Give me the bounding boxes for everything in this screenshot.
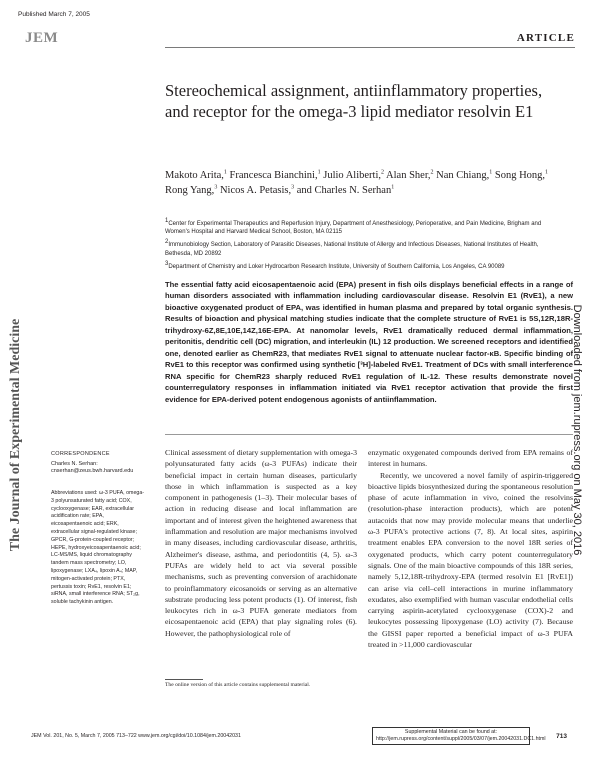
author-affiliation-mark: 1 [489, 169, 493, 175]
author-name [165, 185, 217, 196]
abstract: The essential fatty acid eicosapentaenoic acid (EPA) present in fish oils displays beneficial effects in a range of human disorders associated with inflammation including cardiovascular disease. Resolvin E1 (RvE1), a new bioactive oxygenated product of EPA, was identified in human plasma and prepared by total organic synthesis. Results of bioaction and physical matching studies indicate that the complete structure of RvE1 is 5S,12R,18R-trihydroxy-6Z,8E,10E,14Z,16E-EPA. At nanomolar levels, RvE1 dramatically reduced dermal inflammation, peritonitis, dendritic cell (DC) migration, and interleukin (IL) 12 production. We screened receptors and identified one, denoted earlier as ChemR23, that mediates RvE1 signal to attenuate nuclear factor-κB. Specific binding of RvE1 to this receptor was confirmed using synthetic [³H]-labeled RvE1. Treatment of DCs with small interference RNA specific for ChemR23 sharply reduced RvE1 regulation of IL-12. These results demonstrate novel counterregulatory responses in inflammation initiated via RvE1 receptor activation that provide the first evidence for EPA-derived potent endogenous agonists of antiinflammation. [165, 280, 573, 404]
author-list [165, 166, 555, 197]
author-affiliation-mark: 1 [317, 169, 321, 175]
affiliation-list [165, 217, 565, 273]
correspondence-block [51, 453, 146, 475]
body-column-right [368, 447, 573, 650]
affiliation-item [165, 217, 565, 236]
affiliation-text: Department of Chemistry and Loker Hydrocarbon Research Institute, University of Southern California, Los Angeles, CA 90089 [168, 263, 505, 270]
affiliation-item [165, 260, 565, 271]
supplemental-label: Supplemental Material can be found at: [404, 729, 498, 735]
author-name-text: Alan Sher, [386, 169, 431, 181]
author-name [495, 170, 548, 181]
footnote-divider [165, 679, 203, 680]
author-name-text: Makoto Arita, [165, 169, 224, 181]
footer-citation: JEM Vol. 201, No. 5, March 7, 2005 713–722 www.jem.org/cgi/doi/10.1084/jem.20042031 [31, 733, 241, 739]
author-name [436, 170, 492, 181]
author-affiliation-mark: 3 [291, 184, 295, 191]
author-affiliation-mark: 1 [545, 169, 549, 175]
published-date: Published March 7, 2005 [18, 11, 90, 18]
body-paragraph: Recently, we uncovered a novel family of aspirin-triggered bioactive lipids biosynthesized during the spontaneous resolution phase of acute inflammation in vivo, coined the resolvins (resolution-phase interaction products), which are potent autacoids that now may provide molecular means that underlie ω-3 PUFA's protective actions (7, 8). At local sites, aspirin treatment enables EPA conversion to the novel 18R series of oxygenated products, which carry potent counterregulatory signals. One of the main bioactive compounds of this 18R series, namely 5,12,18R-trihydroxy-EPA (termed resolvin E1 [RvE1]) can arise via cell–cell interactions in murine inflammatory exudates, also exemplified with human vascular endothelial cells carrying aspirin-acetylated cyclooxygenase (COX)-2 and leukocytes possessing lipoxygenase (LO) activity (7). Because the GISSI paper reported a beneficial impact of ω-3 PUFA treated in >11,000 cardiovascular [368, 470, 573, 650]
abstract-divider [165, 434, 573, 435]
author-name [386, 170, 434, 181]
supplemental-material-box[interactable] [372, 727, 546, 745]
body-column-left [165, 447, 357, 639]
author-name [323, 170, 384, 181]
author-name [297, 185, 394, 196]
author-affiliation-mark: 2 [430, 169, 434, 175]
author-name-text: Julio Aliberti, [323, 169, 381, 181]
article-title: Stereochemical assignment, antiinflammatory properties, and receptor for the omega-3 lipid mediator resolvin E1 [165, 81, 543, 121]
author-name [165, 170, 227, 181]
author-name-text: Song Hong, [494, 169, 546, 181]
author-name-text: and Charles N. Serhan [296, 185, 392, 196]
side-journal-name: The Journal of Experimental Medicine [8, 318, 23, 552]
abbreviations-note: Abbreviations used: ω-3 PUFA, omega-3 polyunsaturated fatty acid; COX, cyclooxygenase; EAR, extracellular acidification rate; EPA, eicosapentaenoic acid; ERK, extracellular signal-regulated kinase; GPCR, G-protein-coupled receptor; HEPE, hydroxyeicosapentaenoic acid; LC-MS/MS, liquid chromatography tandem mass spectrometry; LO, lipoxygenase; LXA₄, lipoxin A₄; MAP, mitogen-activated protein; PTX, pertussis toxin; RvE1, resolvin E1; siRNA, small interference RNA; ST₂g, soluble tachykinin antigen. [51, 490, 145, 606]
affiliation-mark: 2 [165, 239, 169, 246]
body-paragraph: Clinical assessment of dietary supplementation with omega-3 polyunsaturated fatty acids (ω-3 PUFAs) indicate their beneficial impact in certain human diseases, particularly those in which inflammation is suspected as a key component in pathogenesis (1–3). Their molecular bases of action in reducing disease and local inflammation are important and of interest given the heightened awareness that inflammation and resolution are major mechanisms involved in many diseases, including cardiovascular disease, arthritis, Alzheimer's disease, asthma, and periodontitis (4, 5). ω-3 PUFAs are widely held to act via several possible mechanisms, such as preventing conversion of arachidonate to proinflammatory eicosanoids or serving as an alternative substrate producing less potent products (1). Of interest, fish leukocytes rich in ω-3 PUFA generate mediators from eicosapentaenoic acid (EPA) that play signaling roles (6). However, the pathophysiological role of [165, 448, 357, 638]
author-affiliation-mark: 2 [380, 169, 384, 175]
affiliation-text: Immunobiology Section, Laboratory of Parasitic Diseases, National Institute of Allergy and Infectious Diseases, National Institutes of Health, Bethesda, MD 20892 [165, 242, 539, 257]
author-name-text: Rong Yang, [165, 185, 215, 196]
correspondence-name: Charles N. Serhan: [51, 461, 98, 467]
affiliation-item [165, 238, 565, 257]
footnote: The online version of this article contains supplemental material. [165, 682, 311, 688]
download-notice: Downloaded from jem.rupress.org on May 30, 2016 [571, 304, 583, 556]
author-name [220, 185, 294, 196]
author-name-text: Francesca Bianchini, [229, 169, 318, 181]
affiliation-mark: 1 [165, 218, 169, 224]
supplemental-link[interactable]: http://jem.rupress.org/content/suppl/2005/03/07/jem.20042031.DC1.html [376, 736, 546, 742]
correspondence-heading: CORRESPONDENCE [51, 451, 110, 457]
side-journal-banner [3, 180, 29, 690]
affiliation-text: Center for Experimental Therapeutics and Reperfusion Injury, Department of Anesthesiology, Perioperative, and Pain Medicine, Brigham and Women's Hospital and Harvard Medical School, Boston, MA 02115 [165, 221, 542, 236]
author-affiliation-mark: 1 [223, 169, 227, 175]
header-divider [165, 47, 575, 48]
article-type-label: ARTICLE [516, 32, 575, 44]
author-name-text: Nicos A. Petasis, [219, 185, 292, 196]
body-paragraph: enzymatic oxygenated compounds derived from EPA remains of interest in humans. [368, 448, 573, 469]
journal-logo: JEM [25, 30, 59, 46]
author-name-text: Nan Chiang, [436, 169, 490, 181]
author-name [230, 170, 321, 181]
author-affiliation-mark: 3 [214, 184, 218, 191]
page-number: 713 [556, 733, 567, 740]
affiliation-mark: 3 [165, 260, 169, 267]
correspondence-email[interactable]: cnserhan@zeus.bwh.harvard.edu [51, 468, 134, 475]
author-affiliation-mark: 1 [391, 184, 395, 191]
